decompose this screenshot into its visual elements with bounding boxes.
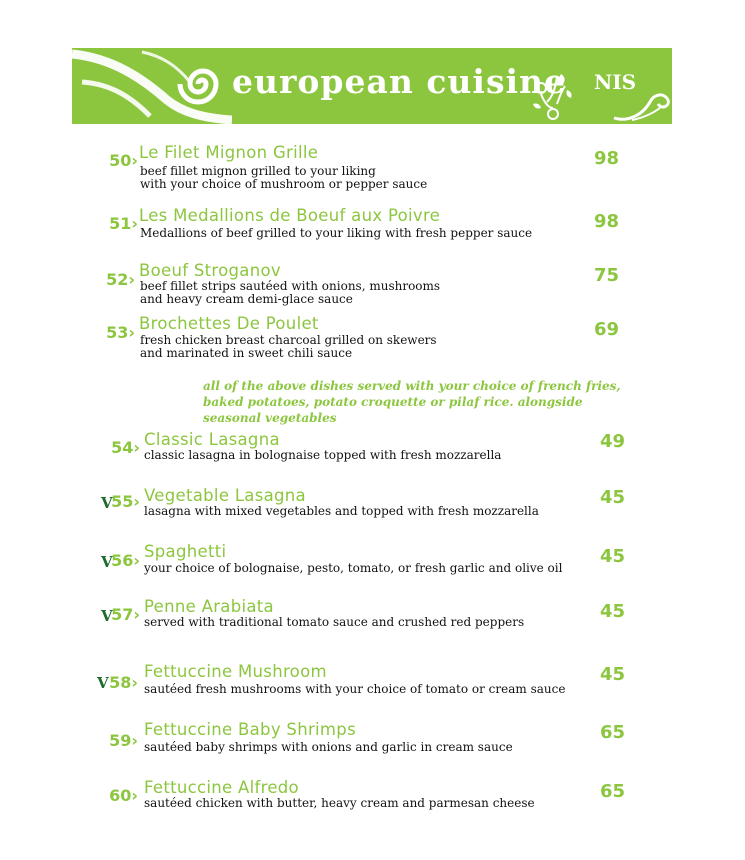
vegetarian-icon: V [101, 494, 113, 512]
item-price: 65 [600, 722, 626, 743]
item-number: 53› [106, 323, 135, 342]
item-description-line2: and marinated in sweet chili sauce [140, 346, 353, 360]
item-name: Vegetable Lasagna [144, 486, 306, 505]
item-number: 60› [109, 786, 138, 805]
item-number: 58› [109, 673, 138, 692]
item-description: beef fillet strips sautéed with onions, mushrooms [140, 279, 441, 293]
item-name: Les Medallions de Boeuf aux Poivre [139, 206, 441, 225]
item-description: Medallions of beef grilled to your liking with fresh pepper sauce [140, 226, 533, 240]
item-name: Classic Lasagna [144, 430, 280, 449]
side-dish-note: all of the above dishes served with your choice of french fries, baked potatoes, potato croquette or pilaf rice. alongside seasonal vegetables [203, 379, 621, 425]
vegetarian-icon: V [101, 553, 113, 571]
spiral-icon [172, 54, 232, 114]
item-number: 56› [111, 551, 140, 570]
item-description: served with traditional tomato sauce and crushed red peppers [144, 615, 525, 629]
item-price: 98 [594, 148, 620, 169]
item-price: 45 [600, 601, 626, 622]
flower-icon [527, 68, 577, 124]
item-name: Spaghetti [144, 542, 227, 561]
item-name: Le Filet Mignon Grille [139, 143, 319, 162]
item-price: 98 [594, 211, 620, 232]
item-description: your choice of bolognaise, pesto, tomato, or fresh garlic and olive oil [144, 561, 563, 575]
vegetarian-icon: V [97, 674, 109, 692]
item-price: 69 [594, 319, 620, 340]
item-name: Fettuccine Baby Shrimps [144, 720, 356, 739]
item-number: 59› [109, 731, 138, 750]
item-description: sautéed chicken with butter, heavy cream and parmesan cheese [144, 796, 535, 810]
item-name: Penne Arabiata [144, 597, 274, 616]
item-price: 45 [600, 664, 626, 685]
item-description: fresh chicken breast charcoal grilled on skewers [140, 333, 437, 347]
item-description: beef fillet mignon grilled to your liking [140, 164, 376, 178]
item-price: 49 [600, 431, 626, 452]
vegetarian-icon: V [101, 607, 113, 625]
item-description-line2: with your choice of mushroom or pepper sauce [140, 177, 428, 191]
item-price: 45 [600, 487, 626, 508]
item-description-line2: and heavy cream demi-glace sauce [140, 292, 353, 306]
item-price: 65 [600, 781, 626, 802]
item-number: 50› [109, 151, 138, 170]
item-name: Brochettes De Poulet [139, 314, 319, 333]
item-number: 51› [109, 214, 138, 233]
header-banner [72, 48, 672, 124]
item-description: sautéed baby shrimps with onions and garlic in cream sauce [144, 740, 513, 754]
item-description: lasagna with mixed vegetables and topped with fresh mozzarella [144, 504, 539, 518]
item-number: 57› [111, 605, 140, 624]
page-title: european cuisine [232, 62, 567, 101]
item-name: Boeuf Stroganov [139, 261, 281, 280]
item-number: 55› [111, 492, 140, 511]
item-name: Fettuccine Alfredo [144, 778, 299, 797]
item-number: 54› [111, 438, 140, 457]
item-name: Fettuccine Mushroom [144, 662, 327, 681]
item-description: sautéed fresh mushrooms with your choice of tomato or cream sauce [144, 682, 566, 696]
currency-label: NIS [594, 70, 637, 94]
item-price: 75 [594, 265, 620, 286]
flourish-icon [612, 88, 672, 124]
item-price: 45 [600, 546, 626, 567]
item-description: classic lasagna in bolognaise topped with fresh mozzarella [144, 448, 502, 462]
item-number: 52› [106, 270, 135, 289]
